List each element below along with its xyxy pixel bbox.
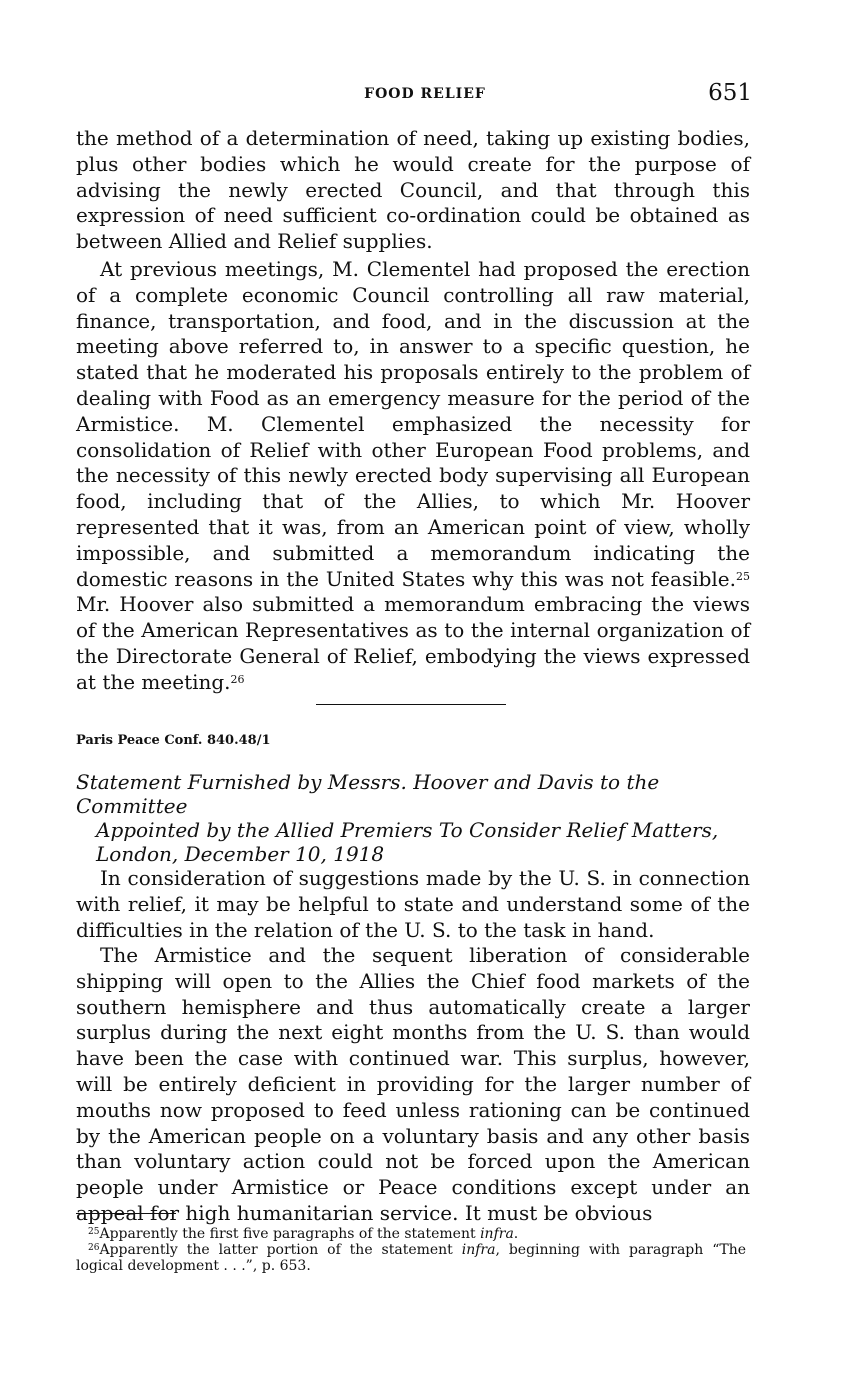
file-reference: Paris Peace Conf. 840.48/1: [76, 733, 271, 748]
footnote-ref-26[interactable]: 26: [230, 672, 245, 686]
footnote-text: Apparently the first five paragraphs of the statement: [99, 1226, 481, 1242]
footnote-25: [76, 1226, 746, 1242]
paragraph-consideration: [76, 866, 750, 943]
title-line: Appointed by the Allied Premiers To Consider Relief Matters,: [96, 818, 719, 842]
footnote-italic: infra: [461, 1242, 496, 1258]
footnote-text: Apparently the latter portion of the statement: [99, 1242, 462, 1258]
footnote-text: , beginning with paragraph “The logical development . . .”, p. 653.: [76, 1242, 746, 1274]
paragraph-clementel: [76, 257, 750, 696]
footnote-text: .: [513, 1226, 519, 1242]
paragraph-text: In consideration of suggestions made by the U. S. in connection with relief, it may be helpful to state and understand some of the difficulties in the relation of the U. S. to the task in hand.: [76, 866, 750, 942]
title-line: London, December 10, 1918: [96, 842, 385, 866]
footnote-26: [76, 1242, 746, 1274]
document-title: [76, 770, 750, 866]
paragraph-text: The Armistice and the sequent liberation of considerable shipping will open to the Allies the Chief food markets of the southern hemisphere and thus automatically create a larger surplus during the next eight months from the U. S. than would have been the case with continued war. This surplus, however, will be entirely deficient in providing for the larger number of mouths now proposed to feed unless rationing can be continued by the American people on a voluntary basis and any other basis than voluntary action could not be forced upon the American people under Armistice or Peace conditions except under an appeal for high humanitarian service. It must be obvious: [76, 943, 750, 1225]
paragraph-armistice: [76, 943, 750, 1227]
title-line: Statement Furnished by Messrs. Hoover and Davis to the Committee: [76, 770, 660, 818]
paragraph-text: At previous meetings, M. Clementel had proposed the erection of a complete economic Council controlling all raw material, finance, transportation, and food, and in the discussion at the meeting above referred to, in answer to a specific question, he stated that he moderated his proposals entirely to the problem of dealing with Food as an emergency measure for the period of the Armistice. M. Clementel emphasized the necessity for consolidation of Relief with other European Food problems, and the necessity of this newly erected body supervising all European food, including that of the Allies, to which Mr. Hoover represented that it was, from an American point of view, wholly impossible, and submitted a memorandum indicating the domestic reasons in the United States why this was not feasible.: [76, 257, 750, 591]
paragraph-text: Mr. Hoover also submitted a memorandum embracing the views of the American Representatives as to the internal organization of the Directorate General of Relief, embodying the views expressed at the meeting.: [76, 592, 750, 694]
footnote-ref-25[interactable]: 25: [736, 569, 750, 583]
paragraph-continuation: [76, 126, 750, 255]
footnotes: [76, 1226, 746, 1274]
section-divider: [316, 704, 506, 705]
running-title: FOOD RELIEF: [364, 86, 486, 102]
footnote-italic: infra: [480, 1226, 514, 1242]
footnote-mark: 26: [88, 1243, 100, 1253]
footnote-mark: 25: [88, 1227, 100, 1237]
page-number: 651: [708, 80, 752, 106]
footnote-rule: [76, 1213, 176, 1214]
paragraph-text: the method of a determination of need, taking up existing bodies, plus other bodies which he would create for the purpose of advising the newly erected Council, and that through this expression of need sufficient co-ordination could be obtained as between Allied and Relief supplies.: [76, 126, 750, 254]
